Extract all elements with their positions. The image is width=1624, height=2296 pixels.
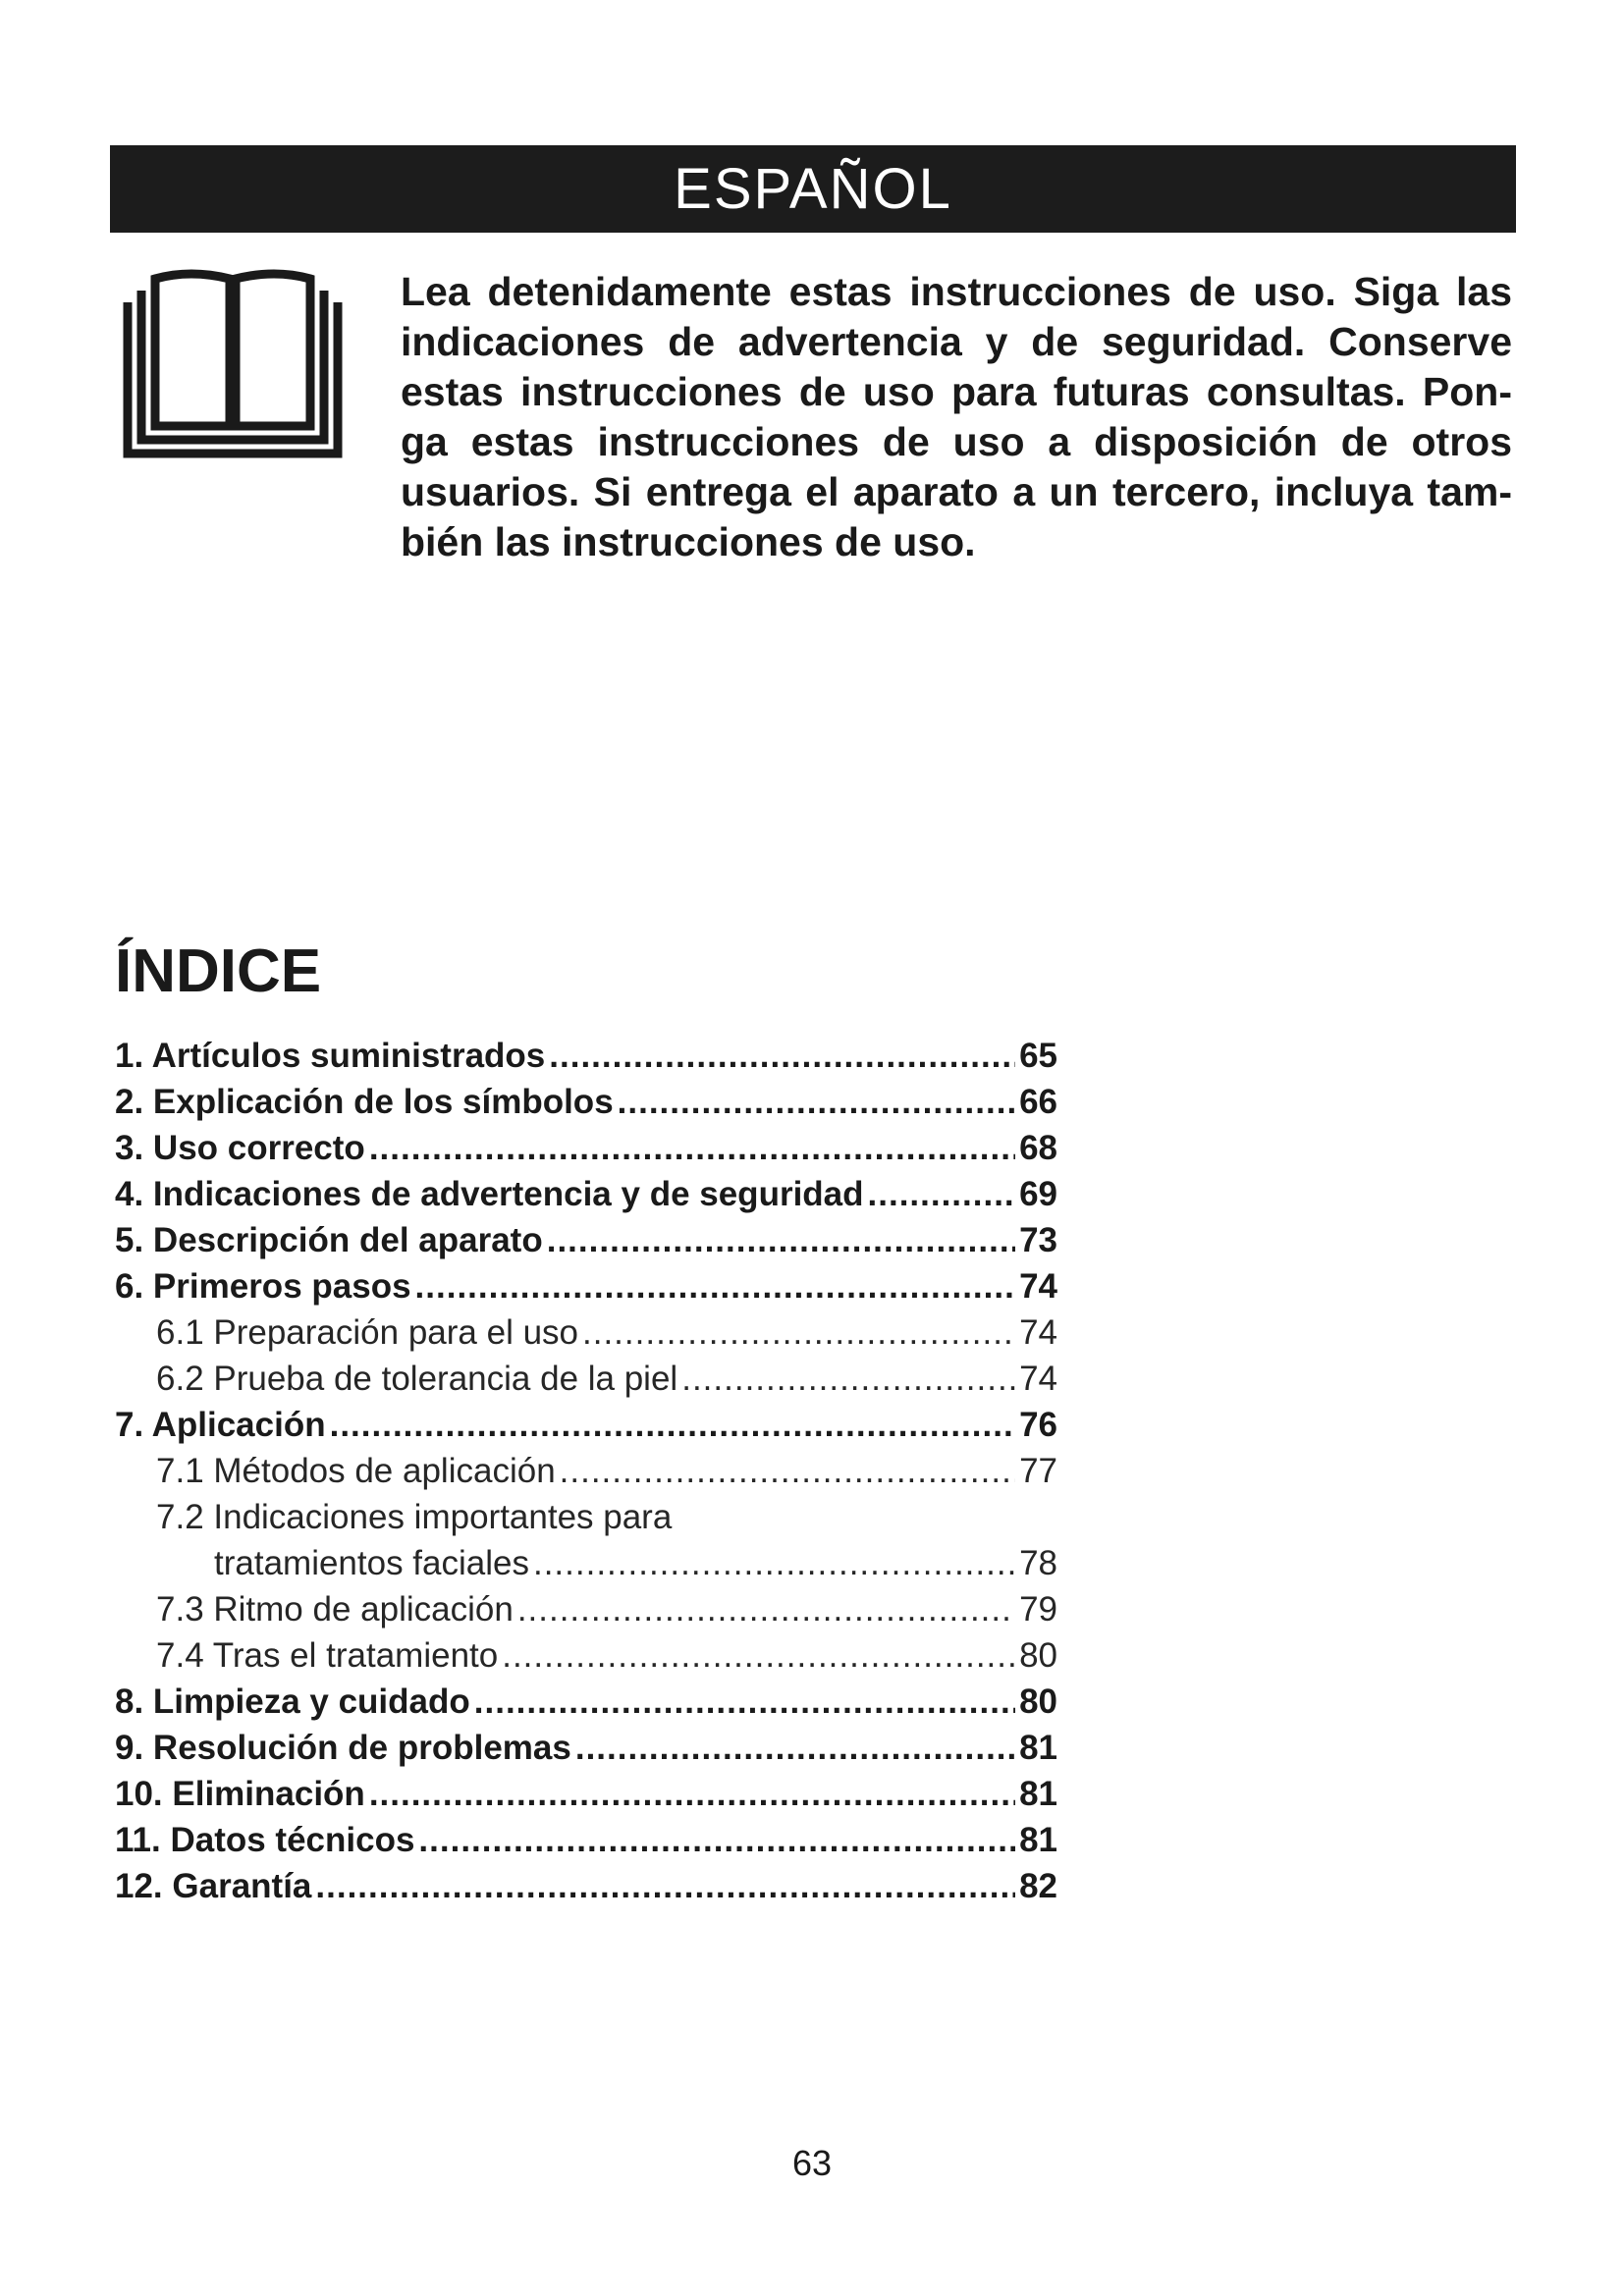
toc-entry-label: 1. Artículos suministrados	[115, 1037, 546, 1075]
toc-subentry[interactable]	[115, 1309, 1057, 1356]
toc-leader-dots	[330, 1402, 1015, 1448]
toc-entry-page: 66	[1019, 1083, 1057, 1121]
toc-entry-page: 74	[1019, 1360, 1057, 1398]
toc-entry[interactable]	[115, 1679, 1057, 1725]
toc-entry-label: 10. Eliminación	[115, 1775, 365, 1813]
toc-entry-page: 76	[1019, 1406, 1057, 1444]
toc-entry-label: 7.3 Ritmo de aplicación	[156, 1590, 514, 1629]
toc-entry-page: 80	[1019, 1636, 1057, 1675]
toc-entry[interactable]	[115, 1402, 1057, 1448]
toc-entry[interactable]	[115, 1725, 1057, 1771]
toc-subentry[interactable]	[115, 1356, 1057, 1402]
toc-entry-label: 7.2 Indicaciones importantes para	[156, 1498, 673, 1536]
toc-entry-label: 5. Descripción del aparato	[115, 1221, 543, 1259]
toc-entry-label: 6. Primeros pasos	[115, 1267, 411, 1306]
table-of-contents	[115, 1033, 1057, 1909]
toc-leader-dots	[681, 1356, 1015, 1402]
toc-entry-page: 81	[1019, 1821, 1057, 1859]
intro-line: bién las instrucciones de uso.	[401, 519, 976, 564]
toc-entry-page: 73	[1019, 1221, 1057, 1259]
toc-entry[interactable]	[115, 1217, 1057, 1263]
toc-subentry-continuation[interactable]	[115, 1540, 1057, 1586]
toc-leader-dots	[369, 1125, 1015, 1171]
toc-entry-label: 6.1 Preparación para el uso	[156, 1313, 578, 1352]
toc-leader-dots	[502, 1632, 1015, 1679]
intro-paragraph	[401, 267, 1512, 567]
toc-subentry[interactable]	[115, 1448, 1057, 1494]
toc-entry-page: 74	[1019, 1313, 1057, 1352]
toc-entry-page: 80	[1019, 1682, 1057, 1721]
toc-leader-dots	[582, 1309, 1015, 1356]
toc-entry-label: 4. Indicaciones de advertencia y de seguridad	[115, 1175, 864, 1213]
toc-entry[interactable]	[115, 1079, 1057, 1125]
toc-entry[interactable]	[115, 1263, 1057, 1309]
toc-entry-page: 69	[1019, 1175, 1057, 1213]
toc-entry-page: 82	[1019, 1867, 1057, 1905]
toc-entry-label: 7. Aplicación	[115, 1406, 326, 1444]
toc-entry-label: 11. Datos técnicos	[115, 1821, 415, 1859]
toc-entry-page: 77	[1019, 1452, 1057, 1490]
toc-entry[interactable]	[115, 1033, 1057, 1079]
toc-leader-dots	[618, 1079, 1015, 1125]
toc-subentry[interactable]	[115, 1494, 1057, 1540]
toc-leader-dots	[560, 1448, 1015, 1494]
intro-line: usuarios. Si entrega el aparato a un tercero, incluya tam-	[401, 469, 1512, 514]
toc-entry-page: 65	[1019, 1037, 1057, 1075]
toc-entry-label: 12. Garantía	[115, 1867, 312, 1905]
toc-entry-label: tratamientos faciales	[214, 1544, 529, 1582]
toc-leader-dots	[415, 1263, 1016, 1309]
toc-entry-page: 81	[1019, 1729, 1057, 1767]
toc-entry-page: 78	[1019, 1544, 1057, 1582]
toc-entry[interactable]	[115, 1125, 1057, 1171]
intro-line: Lea detenidamente estas instrucciones de uso. Siga las	[401, 269, 1512, 314]
toc-entry-page: 74	[1019, 1267, 1057, 1306]
toc-entry[interactable]	[115, 1171, 1057, 1217]
toc-leader-dots	[533, 1540, 1015, 1586]
toc-entry-label: 2. Explicación de los símbolos	[115, 1083, 614, 1121]
toc-entry-label: 3. Uso correcto	[115, 1129, 365, 1167]
toc-entry[interactable]	[115, 1817, 1057, 1863]
toc-leader-dots	[547, 1217, 1015, 1263]
toc-entry-label: 7.1 Métodos de aplicación	[156, 1452, 556, 1490]
toc-leader-dots	[369, 1771, 1015, 1817]
open-book-icon	[120, 265, 346, 461]
toc-entry[interactable]	[115, 1771, 1057, 1817]
toc-leader-dots	[575, 1725, 1015, 1771]
toc-subentry[interactable]	[115, 1632, 1057, 1679]
toc-leader-dots	[549, 1033, 1015, 1079]
toc-entry-label: 8. Limpieza y cuidado	[115, 1682, 470, 1721]
intro-line: estas instrucciones de uso para futuras consultas. Pon-	[401, 369, 1512, 414]
toc-entry-page: 68	[1019, 1129, 1057, 1167]
language-banner: ESPAÑOL	[110, 145, 1516, 233]
toc-leader-dots	[868, 1171, 1016, 1217]
toc-entry-page: 79	[1019, 1590, 1057, 1629]
toc-entry-page: 81	[1019, 1775, 1057, 1813]
toc-entry[interactable]	[115, 1863, 1057, 1909]
intro-line: indicaciones de advertencia y de seguridad. Conserve	[401, 319, 1512, 364]
toc-leader-dots	[474, 1679, 1015, 1725]
page-number: 63	[791, 2143, 833, 2183]
intro-line: ga estas instrucciones de uso a disposición de otros	[401, 419, 1512, 464]
toc-entry-label: 6.2 Prueba de tolerancia de la piel	[156, 1360, 678, 1398]
toc-leader-dots	[517, 1586, 1015, 1632]
toc-leader-dots	[315, 1863, 1015, 1909]
toc-title: ÍNDICE	[115, 937, 322, 1005]
toc-subentry[interactable]	[115, 1586, 1057, 1632]
toc-leader-dots	[418, 1817, 1015, 1863]
toc-entry-label: 9. Resolución de problemas	[115, 1729, 571, 1767]
toc-entry-label: 7.4 Tras el tratamiento	[156, 1636, 499, 1675]
